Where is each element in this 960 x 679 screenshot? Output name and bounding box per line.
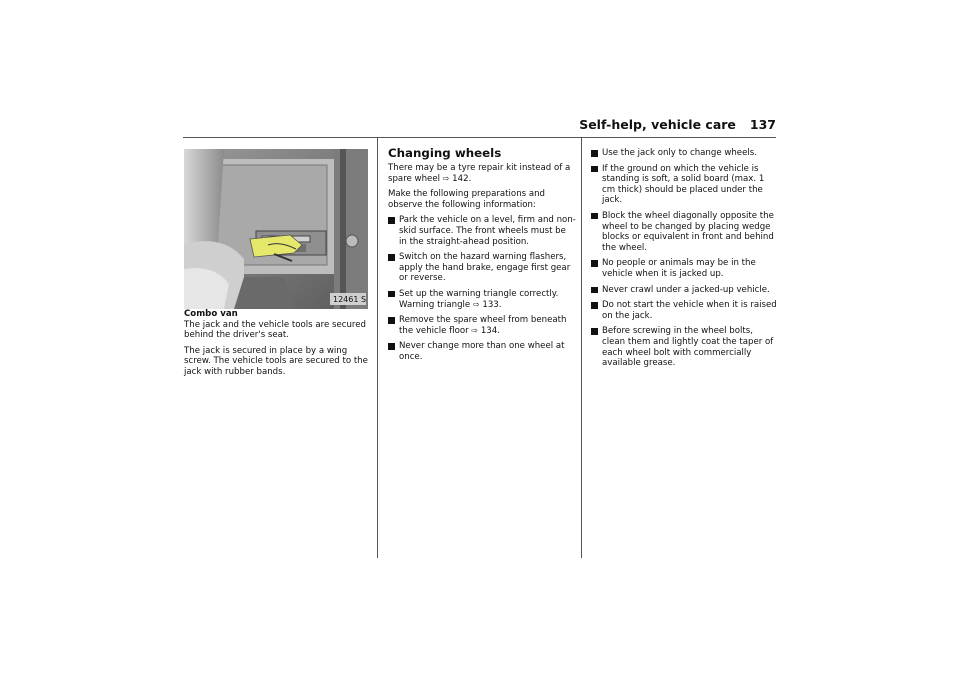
arrow-icon: ⇨ [472,299,480,309]
square-bullet-icon [388,343,395,350]
bullet-list [591,148,777,369]
list-item: No people or animals may be in the vehicle when it is jacked up. [591,258,777,279]
square-bullet-icon [388,217,395,224]
paragraph-text: There may be a tyre repair kit instead of a spare wheel [388,163,571,184]
jack-photo [184,149,368,309]
square-bullet-icon [591,213,598,220]
list-item: Block the wheel diagonally opposite the wheel to be changed by placing wedge blocks or equivalent in front and behind the wheel. [591,211,777,253]
column-divider-2 [581,138,582,558]
list-item: Do not start the vehicle when it is raised on the jack. [591,300,777,321]
page-number: 137 [749,117,776,132]
square-bullet-icon [591,166,598,173]
paragraph: The jack is secured in place by a wing screw. The vehicle tools are secured to the jack with rubber bands. [184,345,368,377]
page-reference: 133. [482,299,502,310]
column-middle [388,146,576,368]
list-item: Remove the spare wheel from beneath the vehicle floor ⇨ 134. [388,315,576,336]
page-header [579,117,776,132]
list-item: Switch on the hazard warning flashers, apply the hand brake, engage first gear or reverse. [388,252,576,284]
square-bullet-icon [591,260,598,267]
jack-illustration [184,149,368,309]
square-bullet-icon [591,328,598,335]
figure-code: 12461 S [333,295,367,304]
list-item: Before screwing in the wheel bolts, clean them and lightly coat the taper of each wheel bolt with commercially available grease. [591,326,777,368]
paragraph [388,163,576,184]
page-reference: 134. [480,325,500,336]
paragraph: Make the following preparations and observe the following information: [388,189,546,210]
square-bullet-icon [591,150,598,157]
list-item: Set up the warning triangle correctly. Warning triangle ⇨ 133. [388,289,576,310]
square-bullet-icon [591,302,598,309]
page-reference: 142. [452,173,472,184]
arrow-icon: ⇨ [471,325,479,335]
header-rule [183,137,776,138]
column-divider-1 [377,138,378,558]
figure-caption: Combo van [184,309,238,319]
square-bullet-icon [388,291,395,298]
paragraph: The jack and the vehicle tools are secured behind the driver's seat. [184,319,367,341]
section-heading: Changing wheels [388,146,502,160]
list-item: Use the jack only to change wheels. [591,148,777,159]
column-right [591,148,777,374]
list-item: Never crawl under a jacked-up vehicle. [591,285,777,296]
list-item: Park the vehicle on a level, firm and non-skid surface. The front wheels must be in the straight-ahead position. [388,215,576,247]
column-left [184,309,368,383]
bullet-list [388,215,576,362]
arrow-icon: ⇨ [442,173,450,183]
section-title: Self-help, vehicle care [579,117,736,132]
square-bullet-icon [388,254,395,261]
list-item: Never change more than one wheel at once. [388,341,576,362]
square-bullet-icon [388,317,395,324]
list-item: If the ground on which the vehicle is standing is soft, a solid board (max. 1 cm thick) should be placed under the jack. [591,164,777,206]
square-bullet-icon [591,287,598,294]
